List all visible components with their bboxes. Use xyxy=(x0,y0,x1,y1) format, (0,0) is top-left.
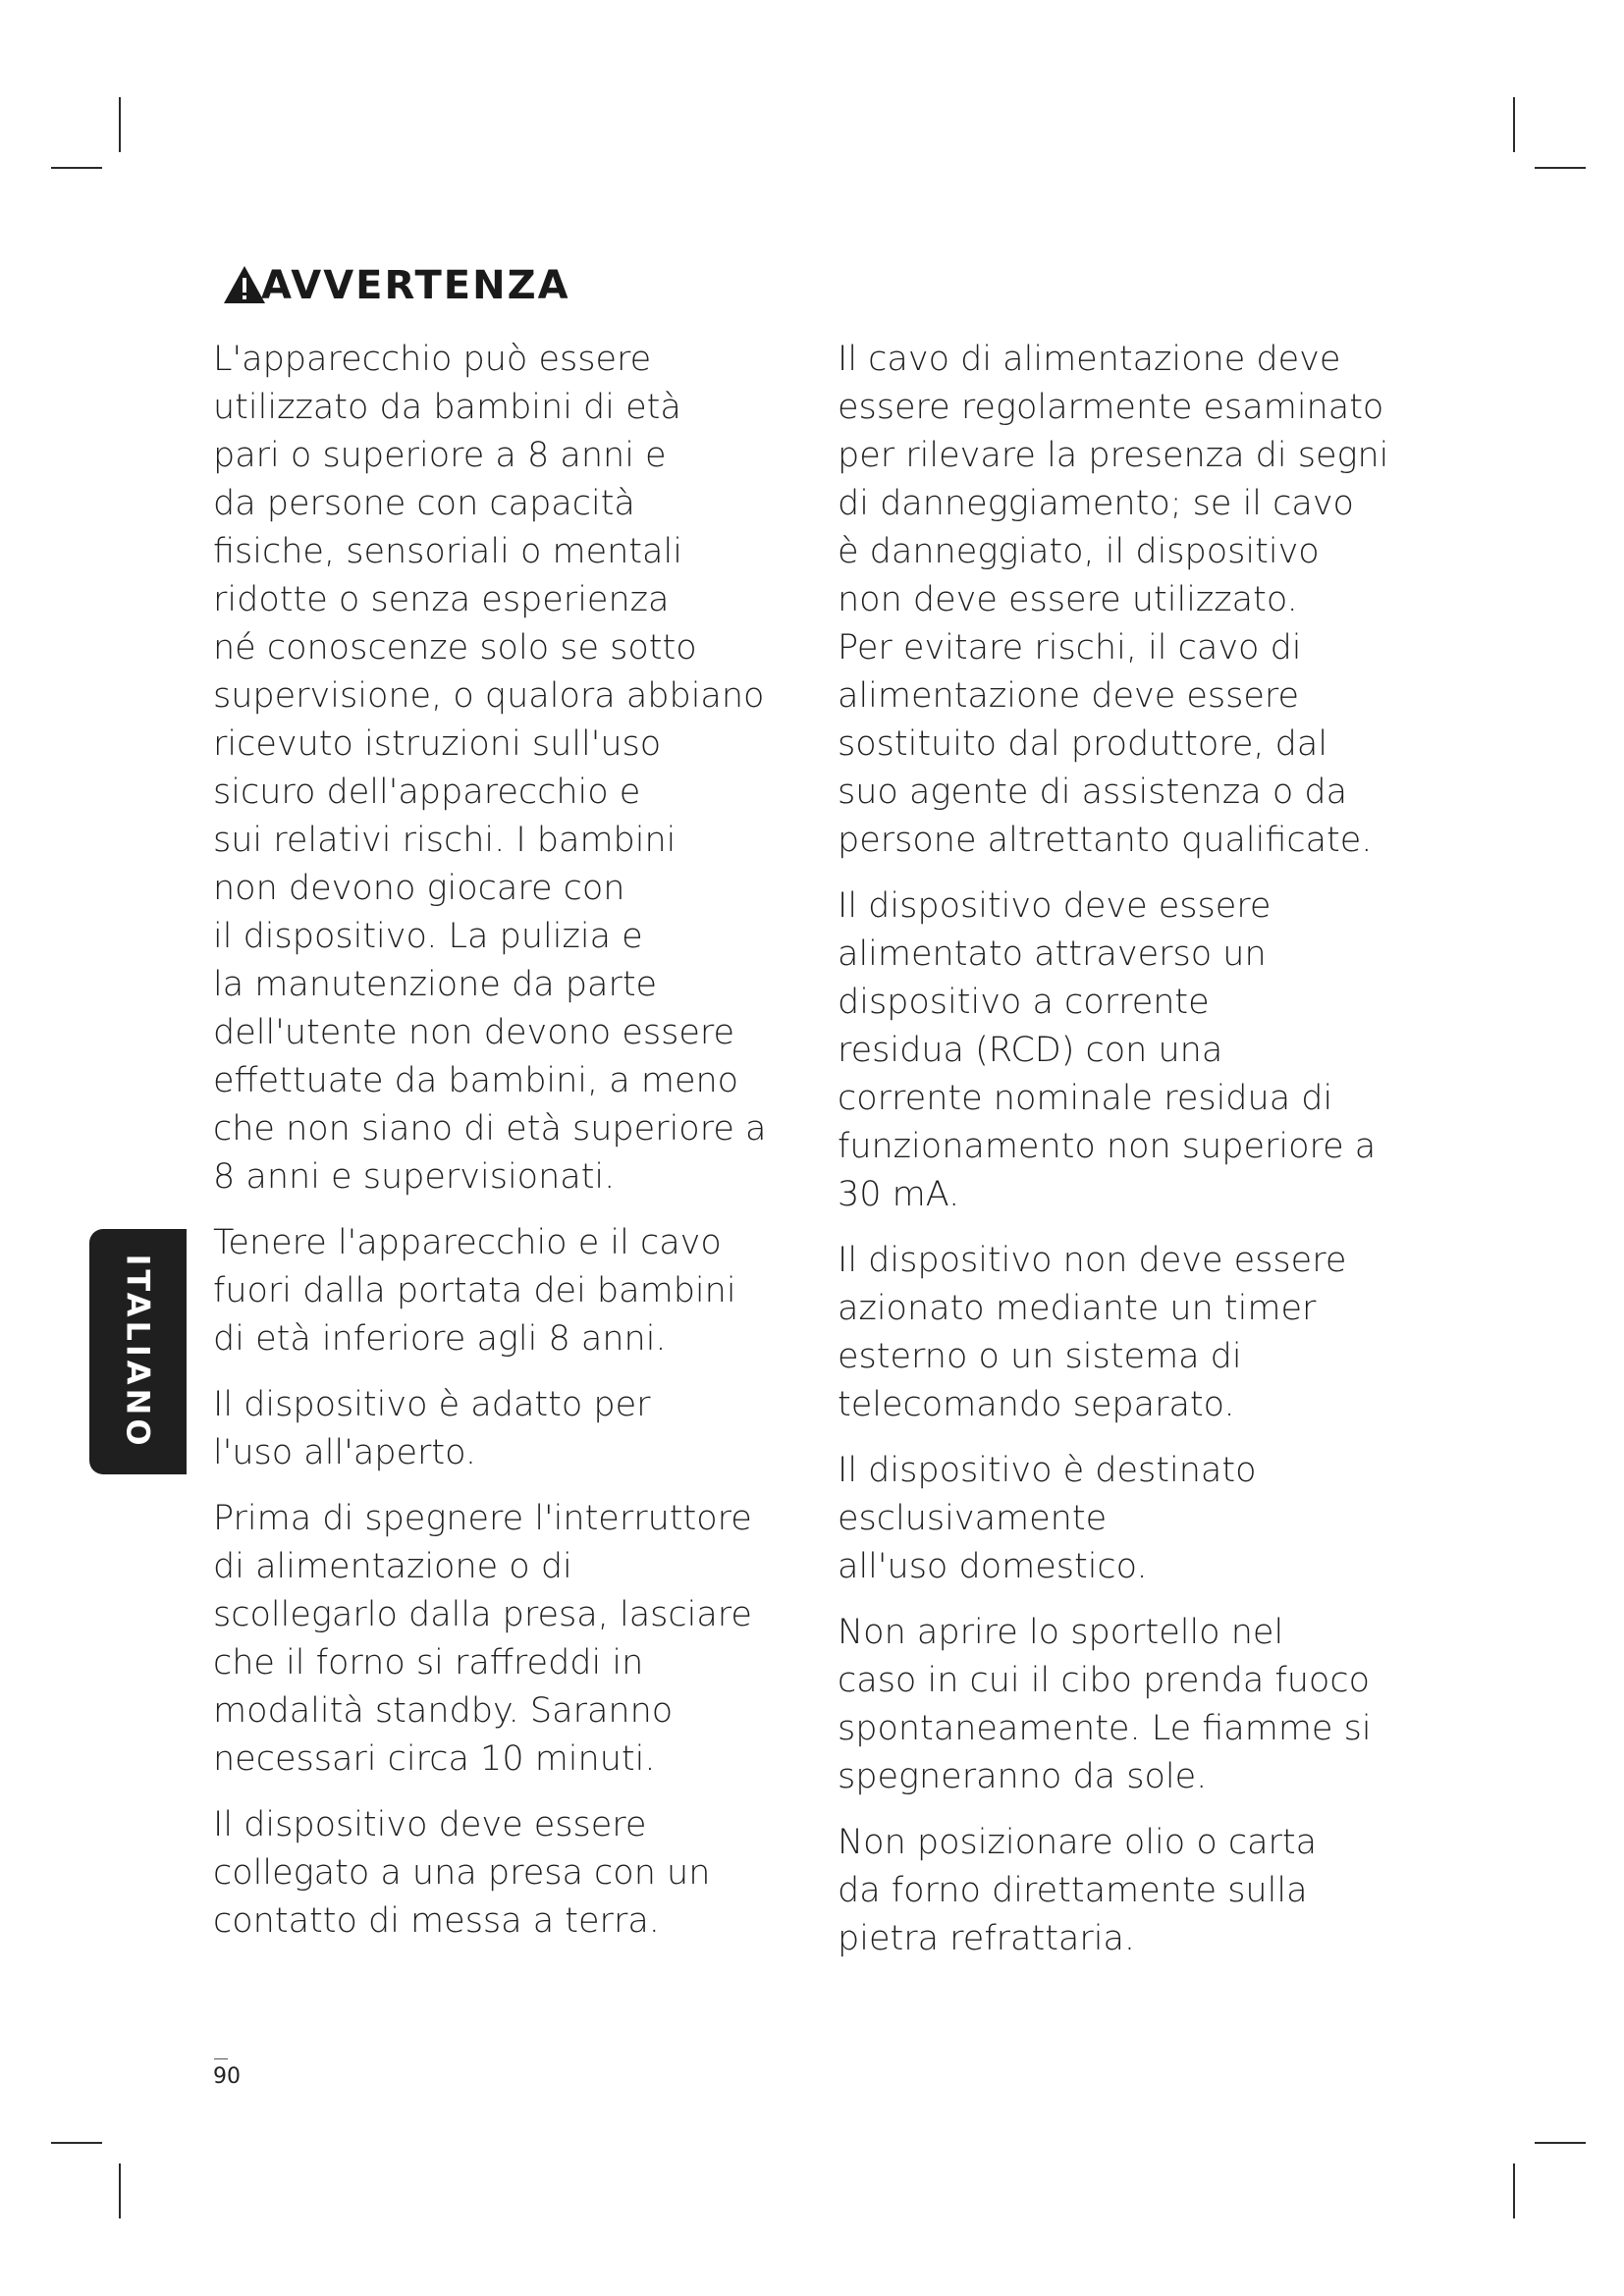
crop-mark-bottom-right-vertical xyxy=(1513,2163,1515,2218)
paragraph-line: azionato mediante un timer xyxy=(838,1289,1317,1328)
paragraph-line: la manutenzione da parte xyxy=(213,965,658,1004)
paragraph-line: dispositivo a corrente xyxy=(838,983,1210,1022)
paragraph-line: Non posizionare olio o carta xyxy=(838,1823,1318,1862)
paragraph-line: sicuro dell'apparecchio e xyxy=(213,773,641,812)
paragraph-line: per rilevare la presenza di segni xyxy=(838,436,1389,475)
right-column xyxy=(838,336,1427,1981)
paragraph-line: essere regolarmente esaminato xyxy=(838,388,1384,427)
paragraph-line: Il dispositivo è destinato xyxy=(838,1451,1257,1490)
paragraph-line: Prima di spegnere l'interruttore xyxy=(213,1499,752,1538)
paragraph-line: necessari circa 10 minuti. xyxy=(213,1739,656,1779)
crop-mark-bottom-right-horizontal xyxy=(1535,2142,1586,2144)
paragraph-line: esclusivamente xyxy=(838,1499,1108,1538)
warning-paragraph xyxy=(213,1219,802,1363)
paragraph-line: corrente nominale residua di xyxy=(838,1079,1333,1118)
crop-mark-top-right-vertical xyxy=(1513,97,1515,152)
paragraph-line: di alimentazione o di xyxy=(213,1547,572,1586)
paragraph-line: Per evitare rischi, il cavo di xyxy=(838,628,1302,667)
paragraph-line: spegneranno da sole. xyxy=(838,1757,1208,1796)
paragraph-line: effettuate da bambini, a meno xyxy=(213,1061,739,1100)
language-tab xyxy=(89,1229,187,1474)
paragraph-line: collegato a una presa con un xyxy=(213,1853,711,1893)
paragraph-line: Il cavo di alimentazione deve xyxy=(838,340,1341,379)
paragraph-line: spontaneamente. Le fiamme si xyxy=(838,1709,1372,1748)
paragraph-line: non devono giocare con xyxy=(213,869,625,908)
crop-mark-bottom-left-vertical xyxy=(119,2163,121,2218)
warning-paragraph xyxy=(838,1609,1427,1801)
paragraph-line: che non siano di età superiore a xyxy=(213,1109,767,1148)
paragraph-line: sostituito dal produttore, dal xyxy=(838,724,1328,764)
paragraph-line: residua (RCD) con una xyxy=(838,1031,1223,1070)
paragraph-line: supervisione, o qualora abbiano xyxy=(213,676,765,716)
language-tab-label: ITALIANO xyxy=(119,1254,157,1450)
paragraph-line: 30 mA. xyxy=(838,1175,960,1214)
paragraph-line: non deve essere utilizzato. xyxy=(838,580,1298,619)
warning-paragraph xyxy=(838,1237,1427,1429)
paragraph-line: alimentazione deve essere xyxy=(838,676,1300,716)
warning-paragraph xyxy=(213,1801,802,1946)
paragraph-line: contatto di messa a terra. xyxy=(213,1901,660,1941)
paragraph-line: scollegarlo dalla presa, lasciare xyxy=(213,1595,752,1634)
crop-mark-top-left-horizontal xyxy=(51,167,102,169)
crop-mark-bottom-left-horizontal xyxy=(51,2142,102,2144)
paragraph-line: di danneggiamento; se il cavo xyxy=(838,484,1354,523)
paragraph-line: modalità standby. Saranno xyxy=(213,1691,674,1731)
warning-heading xyxy=(222,261,570,308)
paragraph-line: suo agente di assistenza o da xyxy=(838,773,1348,812)
paragraph-line: pietra refrattaria. xyxy=(838,1919,1136,1958)
paragraph-line: alimentato attraverso un xyxy=(838,934,1267,974)
paragraph-line: 8 anni e supervisionati. xyxy=(213,1157,616,1197)
paragraph-line: Tenere l'apparecchio e il cavo xyxy=(213,1223,722,1262)
paragraph-line: caso in cui il cibo prenda fuoco xyxy=(838,1661,1370,1700)
paragraph-line: ridotte o senza esperienza xyxy=(213,580,670,619)
paragraph-line: di età inferiore agli 8 anni. xyxy=(213,1319,667,1359)
paragraph-line: fuori dalla portata dei bambini xyxy=(213,1271,736,1310)
paragraph-line: fisiche, sensoriali o mentali xyxy=(213,532,682,571)
warning-paragraph xyxy=(213,1495,802,1784)
paragraph-line: è danneggiato, il dispositivo xyxy=(838,532,1320,571)
paragraph-line: l'uso all'aperto. xyxy=(213,1433,477,1472)
paragraph-line: Il dispositivo deve essere xyxy=(213,1805,647,1844)
warning-paragraph xyxy=(838,1447,1427,1591)
warning-paragraph xyxy=(838,882,1427,1219)
paragraph-line: persone altrettanto qualificate. xyxy=(838,821,1373,860)
paragraph-line: dell'utente non devono essere xyxy=(213,1013,735,1052)
paragraph-line: utilizzato da bambini di età xyxy=(213,388,681,427)
paragraph-line: esterno o un sistema di xyxy=(838,1337,1242,1376)
warning-paragraph xyxy=(213,1381,802,1477)
warning-title: AVVERTENZA xyxy=(261,263,570,308)
paragraph-line: né conoscenze solo se sotto xyxy=(213,628,697,667)
paragraph-line: sui relativi rischi. I bambini xyxy=(213,821,677,860)
paragraph-line: L'apparecchio può essere xyxy=(213,340,652,379)
crop-mark-top-right-horizontal xyxy=(1535,167,1586,169)
paragraph-line: che il forno si raffreddi in xyxy=(213,1643,644,1682)
page-number: 90 xyxy=(213,2064,241,2089)
paragraph-line: Il dispositivo deve essere xyxy=(838,886,1272,926)
warning-paragraph xyxy=(838,1819,1427,1963)
paragraph-line: ricevuto istruzioni sull'uso xyxy=(213,724,662,764)
paragraph-line: telecomando separato. xyxy=(838,1385,1235,1424)
paragraph-line: il dispositivo. La pulizia e xyxy=(213,917,643,956)
paragraph-line: Il dispositivo è adatto per xyxy=(213,1385,651,1424)
warning-paragraph xyxy=(213,336,802,1201)
paragraph-line: Il dispositivo non deve essere xyxy=(838,1241,1347,1280)
paragraph-line: da persone con capacità xyxy=(213,484,635,523)
paragraph-line: all'uso domestico. xyxy=(838,1547,1148,1586)
warning-paragraph xyxy=(838,336,1427,865)
paragraph-line: Non aprire lo sportello nel xyxy=(838,1613,1284,1652)
paragraph-line: pari o superiore a 8 anni e xyxy=(213,436,667,475)
crop-mark-top-left-vertical xyxy=(119,97,121,152)
left-column xyxy=(213,336,802,1963)
paragraph-line: da forno direttamente sulla xyxy=(838,1871,1308,1910)
paragraph-line: funzionamento non superiore a xyxy=(838,1127,1377,1166)
